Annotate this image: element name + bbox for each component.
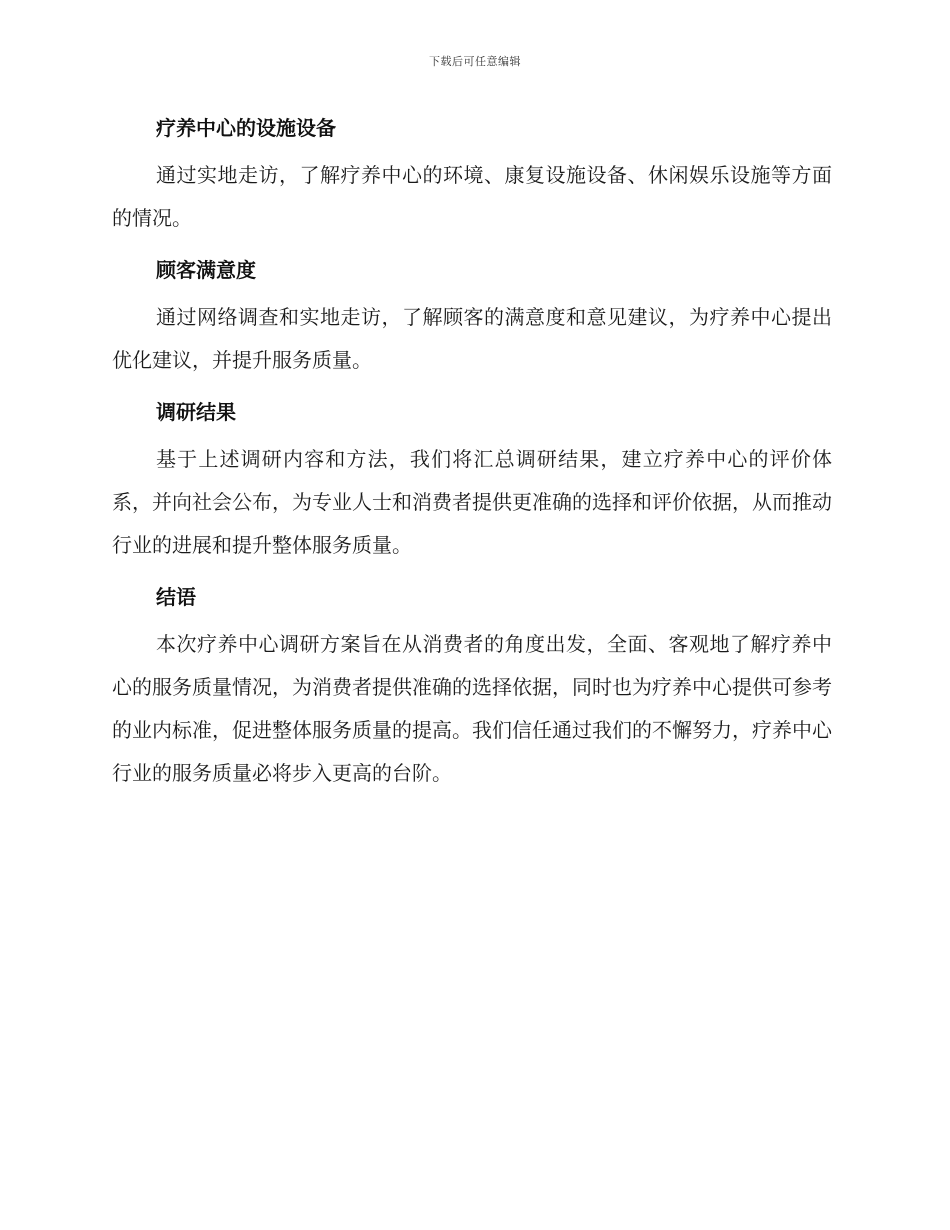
document-content <box>112 114 832 795</box>
section-heading-satisfaction: 顾客满意度 <box>156 258 256 282</box>
section-paragraph-results: 基于上述调研内容和方法，我们将汇总调研结果，建立疗养中心的评价体系，并向社会公布，为专业人士和消费者提供更准确的选择和评价依据，从而推动行业的进展和提升整体服务质量。 <box>112 447 832 557</box>
section-paragraph-satisfaction: 通过网络调查和实地走访，了解顾客的满意度和意见建议，为疗养中心提出优化建议，并提升服务质量。 <box>112 305 832 372</box>
section-heading-facilities: 疗养中心的设施设备 <box>156 116 336 140</box>
section-paragraph-facilities: 通过实地走访，了解疗养中心的环境、康复设施设备、休闲娱乐设施等方面的情况。 <box>112 163 832 230</box>
section-heading-results: 调研结果 <box>156 400 236 424</box>
page-header: 下载后可任意编辑 <box>429 55 521 68</box>
section-paragraph-conclusion: 本次疗养中心调研方案旨在从消费者的角度出发，全面、客观地了解疗养中心的服务质量情况，为消费者提供准确的选择依据，同时也为疗养中心提供可参考的业内标准，促进整体服务质量的提高。我们信任通过我们的不懈努力，疗养中心行业的服务质量必将步入更高的台阶。 <box>112 632 832 785</box>
section-heading-conclusion: 结语 <box>156 585 196 609</box>
